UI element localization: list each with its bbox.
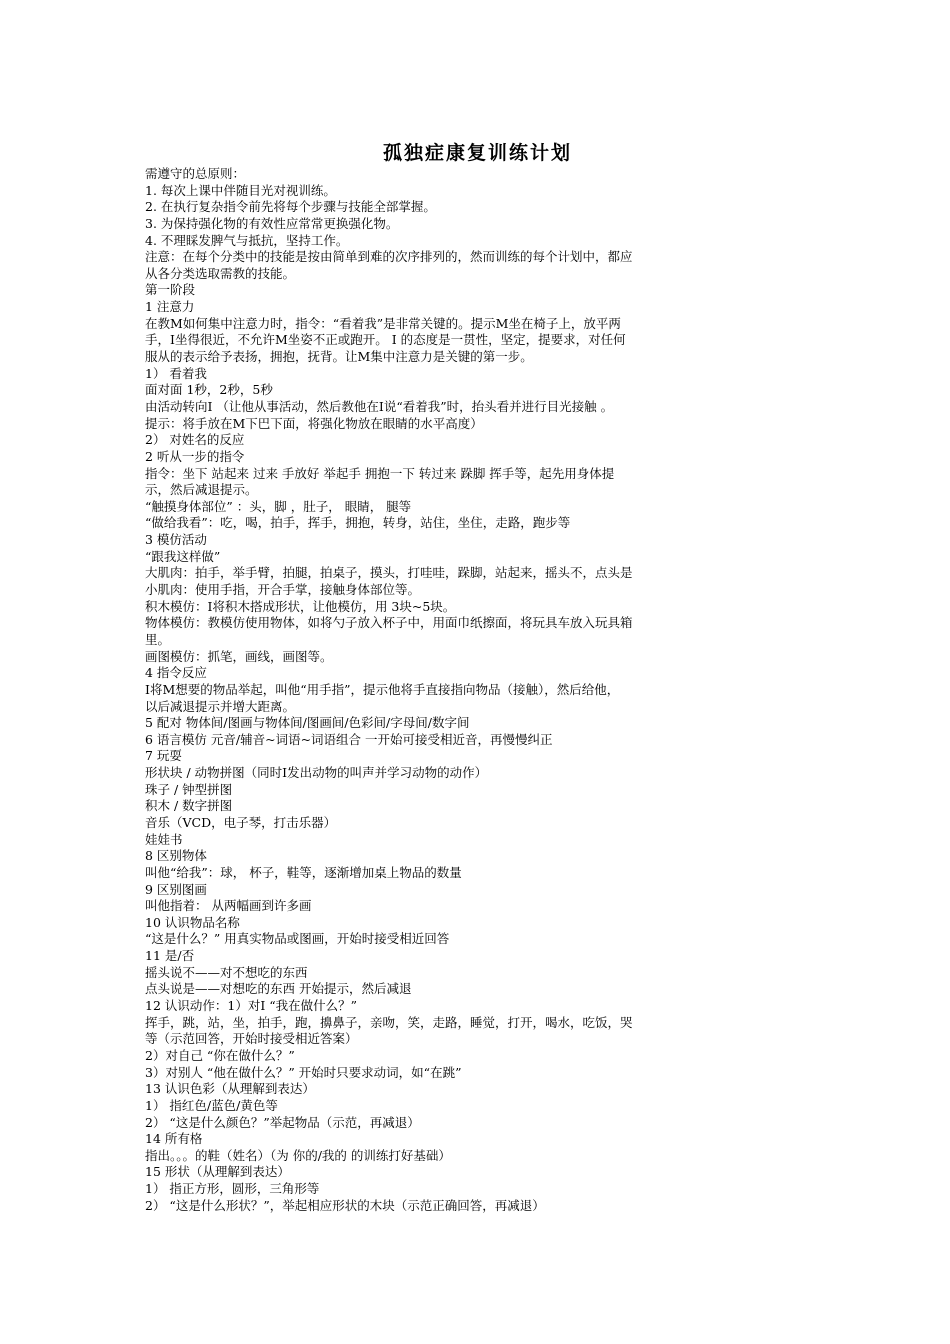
text-line: 9 区别图画 (145, 881, 207, 897)
text-line: 积木 / 数字拼图 (145, 798, 233, 814)
text-line: 14 所有格 (145, 1131, 203, 1147)
text-line: 10 认识物品名称 (145, 914, 240, 930)
text-line: 第一阶段 (145, 282, 196, 298)
document-page (145, 140, 810, 1214)
text-line: 大肌肉：拍手，举手臂，拍腿，拍桌子，摸头，打哇哇，跺脚，站起来，摇头不，点头是 (145, 565, 633, 581)
text-line: 3 模仿活动 (145, 532, 207, 548)
text-line: 注意：在每个分类中的技能是按由简单到难的次序排列的，然而训练的每个计划中，都应 (145, 249, 633, 265)
document-body (145, 166, 810, 1214)
text-line: 指令：坐下 站起来 过来 手放好 举起手 拥抱一下 转过来 跺脚 挥手等，起先用身体提 (145, 465, 615, 481)
text-line: 2） 对姓名的反应 (145, 432, 245, 448)
text-line: 1 注意力 (145, 299, 195, 315)
text-line: 摇头说不——对不想吃的东西 (145, 964, 308, 980)
text-line: 1. 每次上课中伴随目光对视训练。 (145, 182, 336, 198)
text-line: 画图模仿：抓笔，画线，画图等。 (145, 648, 333, 664)
text-line: 4. 不理睬发脾气与抵抗，坚持工作。 (145, 232, 349, 248)
text-line: I将M想要的物品举起，叫他“用手指”，提示他将手直接指向物品（接触），然后给他， (145, 681, 620, 697)
text-line: 以后减退提示并增大距离。 (145, 698, 296, 714)
text-line: 2） “这是什么颜色？”举起物品（示范，再减退） (145, 1114, 420, 1130)
text-line: 6 语言模仿 元音/辅音~词语~词语组合 一开始可接受相近音，再慢慢纠正 (145, 731, 553, 747)
text-line: 12 认识动作：1）对I “我在做什么？” (145, 998, 358, 1014)
text-line: “触摸身体部位” ：头，脚 ，肚子， 眼睛， 腿等 (145, 498, 412, 514)
text-line: 2 听从一步的指令 (145, 448, 245, 464)
text-line: 音乐（VCD，电子琴，打击乐器） (145, 814, 337, 830)
text-line: “跟我这样做” (145, 548, 221, 564)
text-line: 1） 指正方形，圆形，三角形等 (145, 1181, 320, 1197)
text-line: 在教M如何集中注意力时，指令：“看着我”是非常关键的。提示M坐在椅子上，放平两 (145, 315, 621, 331)
text-line: 指出。。。的鞋（姓名）（为 你的/我的 的训练打好基础） (145, 1147, 451, 1163)
text-line: 2. 在执行复杂指令前先将每个步骤与技能全部掌握。 (145, 199, 436, 215)
text-line: 5 配对 物体间/图画与物体间/图画间/色彩间/字母间/数字间 (145, 715, 470, 731)
text-line: 15 形状（从理解到表达） (145, 1164, 290, 1180)
text-line: 珠子 / 钟型拼图 (145, 781, 233, 797)
text-line: 挥手，跳，站，坐，拍手，跑，擤鼻子，亲吻，笑，走路，睡觉，打开，喝水，吃饭，哭 (145, 1014, 633, 1030)
text-line: 等（示范回答，开始时接受相近答案） (145, 1031, 358, 1047)
text-line: 小肌肉：使用手指，开合手掌，接触身体部位等。 (145, 582, 421, 598)
text-line: 服从的表示给予表扬，拥抱，抚背。让M集中注意力是关键的第一步。 (145, 349, 533, 365)
text-line: 需遵守的总原则： (145, 166, 246, 181)
text-line: 点头说是——对想吃的东西 开始提示，然后减退 (145, 981, 412, 997)
text-line: 手，I坐得很近，不允许M坐姿不正或跑开。 I 的态度是一贯性，坚定，提要求，对任何 (145, 332, 626, 348)
text-line: 示，然后减退提示。 (145, 482, 258, 498)
text-line: 叫他指着： 从两幅画到许多画 (145, 898, 312, 914)
text-line: 叫他“给我”：球， 杯子，鞋等，逐渐增加桌上物品的数量 (145, 864, 462, 880)
text-line: 4 指令反应 (145, 665, 207, 681)
text-line: 8 区别物体 (145, 848, 207, 864)
text-line: 里。 (145, 631, 171, 647)
text-line: 3）对别人 “他在做什么？” 开始时只要求动词，如“在跳” (145, 1064, 462, 1080)
text-line: 2） “这是什么形状？”，举起相应形状的木块（示范正确回答，再减退） (145, 1197, 545, 1213)
text-line: 1） 看着我 (145, 365, 207, 381)
text-line: 形状块 / 动物拼图（同时I发出动物的叫声并学习动物的动作） (145, 765, 488, 781)
text-line: 积木模仿：I将积木搭成形状，让他模仿，用 3块~5块。 (145, 598, 456, 614)
text-line: 1） 指红色/蓝色/黄色等 (145, 1097, 278, 1113)
text-line: 7 玩耍 (145, 748, 182, 764)
text-line: 面对面 1秒，2秒，5秒 (145, 382, 273, 398)
text-line: “做给我看”：吃，喝，拍手，挥手，拥抱，转身，站住，坐住，走路，跑步等 (145, 515, 571, 531)
text-line: “这是什么？” 用真实物品或图画，开始时接受相近回答 (145, 931, 450, 947)
text-line: 从各分类选取需教的技能。 (145, 265, 296, 281)
text-line: 由活动转向I （让他从事活动，然后教他在I说“看着我”时，抬头看并进行目光接触 。 (145, 398, 614, 414)
text-line: 物体模仿：教模仿使用物体，如将勺子放入杯子中，用面巾纸擦面，将玩具车放入玩具箱 (145, 615, 633, 631)
text-line: 娃娃书 (145, 831, 183, 847)
document-title: 孤独症康复训练计划 (382, 142, 572, 164)
text-line: 13 认识色彩（从理解到表达） (145, 1081, 315, 1097)
text-line: 3. 为保持强化物的有效性应常常更换强化物。 (145, 215, 399, 231)
text-line: 2）对自己 “你在做什么？” (145, 1047, 295, 1063)
text-line: 11 是/否 (145, 948, 195, 964)
text-line: 提示：将手放在M下巴下面，将强化物放在眼睛的水平高度） (145, 415, 483, 431)
